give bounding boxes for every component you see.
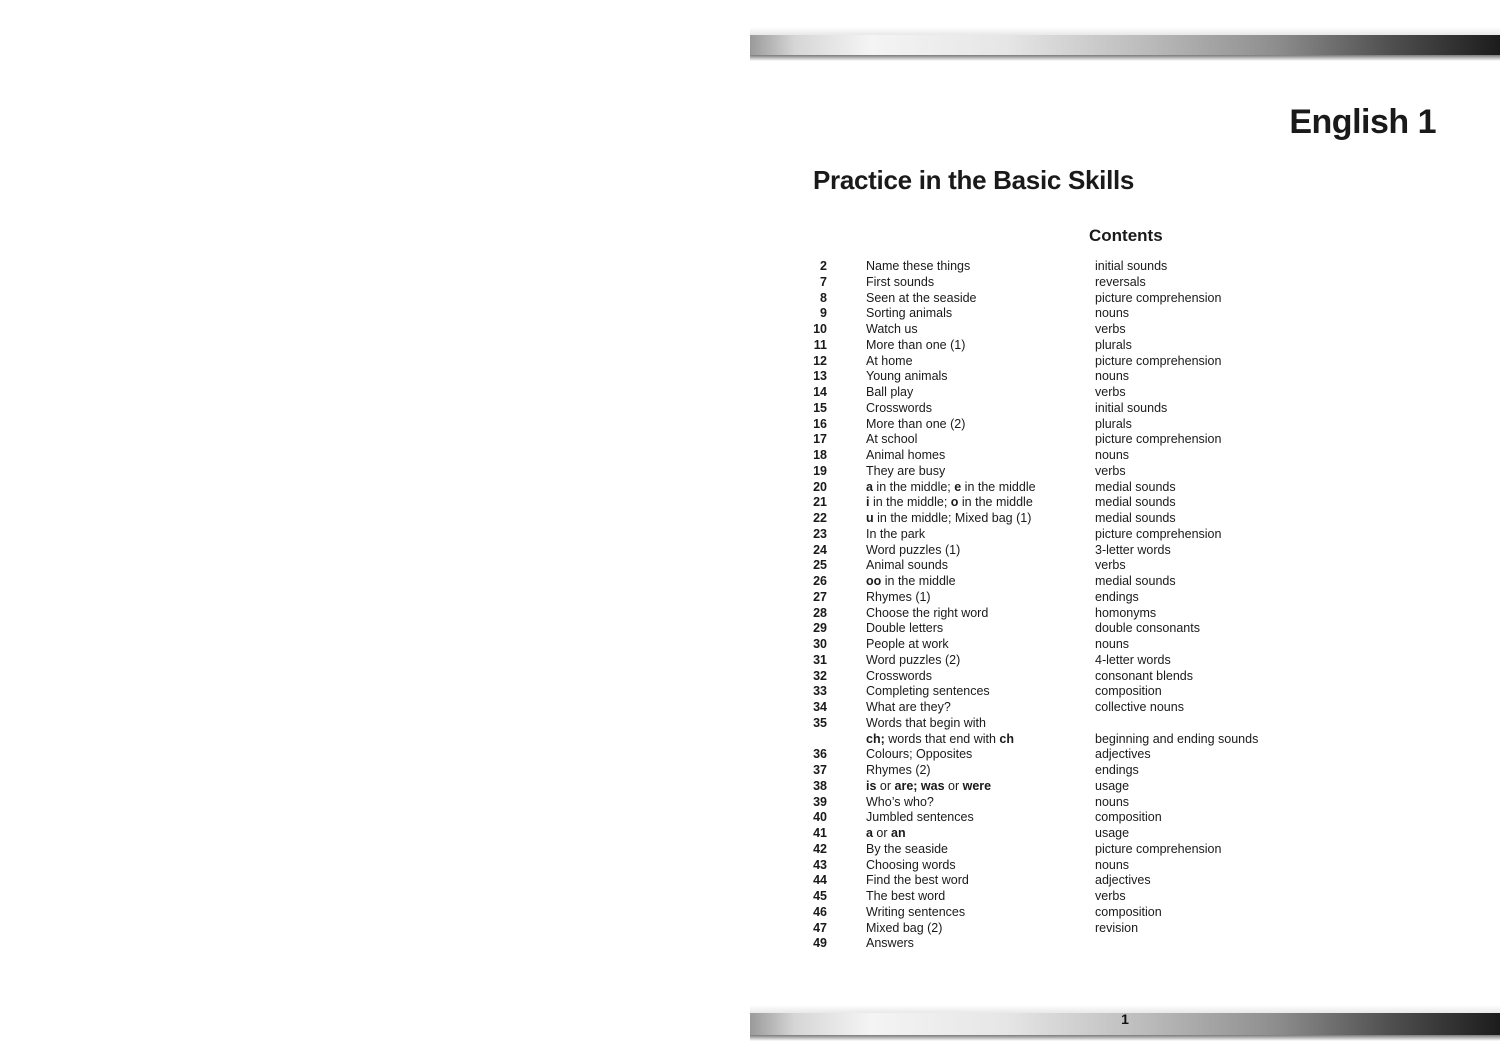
toc-title-text: Words that begin with (866, 715, 986, 730)
toc-title (866, 322, 1086, 338)
toc-title-text: Rhymes (1) (866, 589, 931, 604)
toc-skill: verbs (1095, 558, 1126, 573)
toc-skill: medial sounds (1095, 479, 1176, 494)
toc-row (750, 275, 1500, 291)
toc-row (750, 543, 1500, 559)
toc-row (750, 905, 1500, 921)
toc-row (750, 464, 1500, 480)
series-title: English 1 (1289, 103, 1436, 141)
toc-skill: adjectives (1095, 747, 1151, 762)
toc-title (866, 905, 1086, 921)
toc-page-number: 33 (813, 684, 827, 699)
toc-page-number: 30 (813, 637, 827, 651)
toc-skill: nouns (1095, 857, 1130, 872)
toc-row (750, 527, 1500, 543)
toc-title-part: or (872, 826, 892, 840)
toc-skill: usage (1095, 778, 1130, 793)
toc-row (750, 354, 1500, 370)
toc-row (750, 338, 1500, 354)
toc-page-number: 14 (813, 385, 827, 399)
toc-title-part: or (876, 778, 895, 793)
toc-title (866, 889, 1086, 905)
toc-skill: picture comprehension (1095, 526, 1222, 541)
toc-title (866, 417, 1086, 433)
toc-title (866, 716, 1086, 748)
toc-title-part: or (944, 778, 963, 793)
toc-row (750, 369, 1500, 385)
toc-page-number: 27 (813, 589, 827, 604)
toc-title (866, 621, 1086, 637)
toc-page-number: 23 (813, 526, 827, 541)
toc-title (866, 637, 1086, 653)
toc-page-number: 8 (820, 290, 827, 305)
toc-title (866, 543, 1086, 559)
toc-skill: endings (1095, 589, 1139, 604)
toc-title (866, 936, 1086, 952)
toc-row (750, 291, 1500, 307)
toc-skill: consonant blends (1095, 668, 1193, 683)
toc-skill: verbs (1095, 889, 1126, 903)
toc-row (750, 385, 1500, 401)
toc-title-text: Animal sounds (866, 558, 948, 573)
toc-skill: composition (1095, 684, 1162, 699)
toc-skill: medial sounds (1095, 574, 1176, 588)
toc-row (750, 921, 1500, 937)
toc-page-number: 24 (813, 542, 827, 557)
toc-skill: composition (1095, 810, 1162, 825)
toc-title (866, 810, 1086, 826)
toc-page-number: 37 (813, 763, 827, 777)
toc-skill: beginning and ending sounds (1095, 731, 1259, 746)
toc-title (866, 921, 1086, 937)
toc-skill: homonyms (1095, 605, 1157, 620)
toc-page-number: 11 (813, 337, 827, 352)
toc-row (750, 858, 1500, 874)
toc-row (750, 637, 1500, 653)
toc-title (866, 858, 1086, 874)
toc-title-bold-part: ch; (866, 731, 885, 746)
toc-title-part: in the middle (961, 479, 1036, 494)
toc-row (750, 842, 1500, 858)
toc-skill: nouns (1095, 637, 1130, 651)
toc-title (866, 369, 1086, 385)
toc-skill: endings (1095, 763, 1139, 777)
toc-row (750, 558, 1500, 574)
toc-row (750, 747, 1500, 763)
toc-title (866, 779, 1086, 795)
book-title: Practice in the Basic Skills (813, 165, 1135, 195)
toc-title-text: Jumbled sentences (866, 810, 974, 825)
toc-row (750, 873, 1500, 889)
toc-row (750, 621, 1500, 637)
toc-title-bold-part: u (866, 511, 874, 525)
toc-title-text: More than one (2) (866, 416, 966, 431)
toc-title (866, 527, 1086, 543)
toc-title (866, 511, 1086, 527)
toc-row (750, 795, 1500, 811)
toc-title-text: Rhymes (2) (866, 763, 931, 777)
toc-page-number: 12 (813, 353, 827, 368)
toc-row (750, 810, 1500, 826)
toc-title-text: Find the best word (866, 873, 969, 888)
toc-page-number: 25 (813, 558, 827, 573)
toc-title-text: Writing sentences (866, 904, 966, 919)
toc-row (750, 669, 1500, 685)
toc-skill: adjectives (1095, 873, 1151, 888)
toc-title (866, 464, 1086, 480)
toc-row (750, 716, 1500, 748)
header-band (750, 27, 1500, 61)
toc-title (866, 653, 1086, 669)
toc-skill: nouns (1095, 369, 1130, 384)
toc-skill: verbs (1095, 322, 1126, 336)
toc-skill: composition (1095, 904, 1162, 919)
toc-title-line2 (866, 732, 1086, 748)
toc-title (866, 684, 1086, 700)
toc-page-number: 44 (813, 873, 827, 888)
toc-title-bold-part: is (866, 778, 877, 793)
toc-page-number: 10 (813, 322, 827, 336)
toc-title (866, 385, 1086, 401)
toc-title (866, 401, 1086, 417)
toc-title (866, 338, 1086, 354)
toc-skill: medial sounds (1095, 495, 1176, 510)
toc-title (866, 259, 1086, 275)
toc-page-number: 46 (813, 904, 827, 919)
toc-title-part: in the middle; (872, 479, 955, 494)
toc-title-part: in the middle; Mixed bag (1) (873, 511, 1032, 525)
toc-row (750, 448, 1500, 464)
toc-page-number: 15 (813, 400, 827, 415)
toc-title-bold-part: o (950, 495, 959, 510)
toc-page-number: 9 (820, 306, 827, 321)
toc-title (866, 275, 1086, 291)
toc-title-bold-part: e (954, 479, 962, 494)
contents-heading: Contents (1089, 226, 1163, 245)
toc-row (750, 306, 1500, 322)
toc-title (866, 842, 1086, 858)
toc-page-number: 42 (813, 841, 827, 856)
toc-skill: initial sounds (1095, 259, 1168, 273)
toc-row (750, 480, 1500, 496)
toc-page-number: 36 (813, 747, 827, 762)
toc-page-number: 38 (813, 778, 827, 793)
toc-skill: nouns (1095, 794, 1130, 809)
toc-skill: initial sounds (1095, 400, 1168, 415)
toc-page-number: 2 (820, 259, 827, 273)
toc-title-part: in the middle; (869, 495, 951, 510)
toc-title-text: Sorting animals (866, 306, 953, 321)
toc-title (866, 763, 1086, 779)
toc-title-bold-part: are; was (894, 778, 945, 793)
toc-title-text: Word puzzles (2) (866, 652, 961, 667)
toc-title-text: Watch us (866, 322, 918, 336)
toc-title-text: Young animals (866, 369, 948, 384)
toc-row (750, 401, 1500, 417)
toc-title (866, 700, 1086, 716)
toc-skill: nouns (1095, 306, 1130, 321)
toc-title (866, 669, 1086, 685)
toc-title (866, 306, 1086, 322)
toc-page-number: 34 (813, 700, 827, 714)
toc-row (750, 653, 1500, 669)
toc-title (866, 354, 1086, 370)
toc-skill: revision (1095, 920, 1139, 935)
toc-title-text: Choose the right word (866, 605, 989, 620)
toc-title-text: Colours; Opposites (866, 747, 973, 762)
toc-title (866, 558, 1086, 574)
toc-title-bold-part: ch (999, 731, 1014, 746)
toc-title-text: They are busy (866, 463, 946, 478)
toc-page-number: 18 (813, 448, 827, 462)
toc-skill: double consonants (1095, 621, 1200, 636)
toc-row (750, 590, 1500, 606)
toc-title-text: Word puzzles (1) (866, 542, 961, 557)
toc-page-number: 45 (813, 889, 827, 903)
toc-skill: picture comprehension (1095, 841, 1222, 856)
toc-title-text: Crosswords (866, 668, 932, 683)
toc-page-number: 35 (813, 715, 827, 730)
toc-skill: 4-letter words (1095, 652, 1171, 667)
toc-title-bold-part: were (962, 778, 992, 793)
toc-title-text: Answers (866, 936, 914, 951)
toc-row (750, 574, 1500, 590)
toc-page-number: 17 (813, 432, 827, 447)
toc-page-number: 26 (813, 574, 827, 588)
toc-page-number: 19 (813, 463, 827, 478)
toc-page-number: 20 (813, 479, 827, 494)
toc-title-part: in the middle (881, 574, 956, 588)
toc-skill: medial sounds (1095, 511, 1176, 525)
toc-title (866, 291, 1086, 307)
toc-page-number: 16 (813, 416, 827, 431)
table-of-contents (750, 259, 1500, 952)
toc-row (750, 700, 1500, 716)
toc-title (866, 495, 1086, 511)
toc-skill: plurals (1095, 337, 1132, 352)
toc-page-number: 31 (813, 652, 827, 667)
toc-skill: plurals (1095, 416, 1132, 431)
toc-title-text: Seen at the seaside (866, 290, 977, 305)
toc-row (750, 763, 1500, 779)
toc-row (750, 417, 1500, 433)
toc-skill: nouns (1095, 448, 1130, 462)
toc-title-bold-part: oo (866, 574, 882, 588)
toc-title-part: in the middle (958, 495, 1033, 510)
toc-skill: reversals (1095, 274, 1146, 289)
toc-title-text: Name these things (866, 259, 971, 273)
toc-title-text: First sounds (866, 274, 935, 289)
toc-title (866, 606, 1086, 622)
toc-skill: usage (1095, 826, 1130, 840)
toc-page-number: 39 (813, 794, 827, 809)
toc-row (750, 779, 1500, 795)
toc-row (750, 684, 1500, 700)
contents-page (750, 0, 1500, 1061)
toc-row (750, 432, 1500, 448)
toc-page-number: 32 (813, 668, 827, 683)
toc-title-bold-part: an (891, 826, 906, 840)
toc-title-text: Completing sentences (866, 684, 990, 699)
toc-title-text: The best word (866, 889, 946, 903)
toc-row (750, 495, 1500, 511)
toc-page-number: 13 (813, 369, 827, 384)
toc-title-part: words that end with (884, 731, 1000, 746)
toc-row (750, 606, 1500, 622)
toc-title (866, 826, 1086, 842)
toc-skill: picture comprehension (1095, 353, 1222, 368)
toc-page-number: 49 (813, 936, 827, 951)
toc-title (866, 574, 1086, 590)
toc-title-text: At school (866, 432, 918, 447)
toc-title (866, 873, 1086, 889)
toc-title-bold-part: a (866, 479, 873, 494)
toc-title (866, 747, 1086, 763)
toc-skill: picture comprehension (1095, 432, 1222, 447)
toc-row (750, 826, 1500, 842)
toc-skill: 3-letter words (1095, 542, 1171, 557)
toc-skill: verbs (1095, 385, 1126, 399)
toc-title-text: At home (866, 353, 913, 368)
page-number: 1 (1121, 1011, 1129, 1027)
toc-page-number: 21 (813, 495, 827, 510)
toc-title-text: By the seaside (866, 841, 948, 856)
toc-title-text: Who’s who? (866, 794, 934, 809)
toc-title (866, 480, 1086, 496)
toc-title (866, 448, 1086, 464)
toc-title-text: Choosing words (866, 857, 956, 872)
toc-page-number: 22 (813, 511, 827, 525)
toc-title-text: Double letters (866, 621, 944, 636)
toc-row (750, 889, 1500, 905)
toc-page-number: 47 (813, 920, 827, 935)
toc-title-text: Animal homes (866, 448, 946, 462)
toc-title (866, 795, 1086, 811)
toc-page-number: 29 (813, 621, 827, 636)
toc-row (750, 511, 1500, 527)
toc-row (750, 322, 1500, 338)
toc-page-number: 43 (813, 857, 827, 872)
toc-title-text: More than one (1) (866, 337, 966, 352)
toc-row (750, 936, 1500, 952)
toc-title-text: Mixed bag (2) (866, 920, 943, 935)
toc-title-bold-part: a (866, 826, 873, 840)
toc-title-text: What are they? (866, 700, 951, 714)
toc-title-text: Crosswords (866, 400, 932, 415)
toc-skill: picture comprehension (1095, 290, 1222, 305)
toc-row (750, 259, 1500, 275)
toc-title-text: Ball play (866, 385, 914, 399)
toc-skill: verbs (1095, 463, 1126, 478)
toc-page-number: 7 (820, 274, 827, 289)
toc-title (866, 432, 1086, 448)
toc-title-bold-part: i (866, 495, 870, 510)
toc-title (866, 590, 1086, 606)
toc-title-text: People at work (866, 637, 949, 651)
toc-page-number: 28 (813, 605, 827, 620)
toc-title-text: In the park (866, 526, 926, 541)
toc-page-number: 41 (813, 826, 827, 840)
toc-page-number: 40 (813, 810, 827, 825)
toc-skill: collective nouns (1095, 700, 1184, 714)
